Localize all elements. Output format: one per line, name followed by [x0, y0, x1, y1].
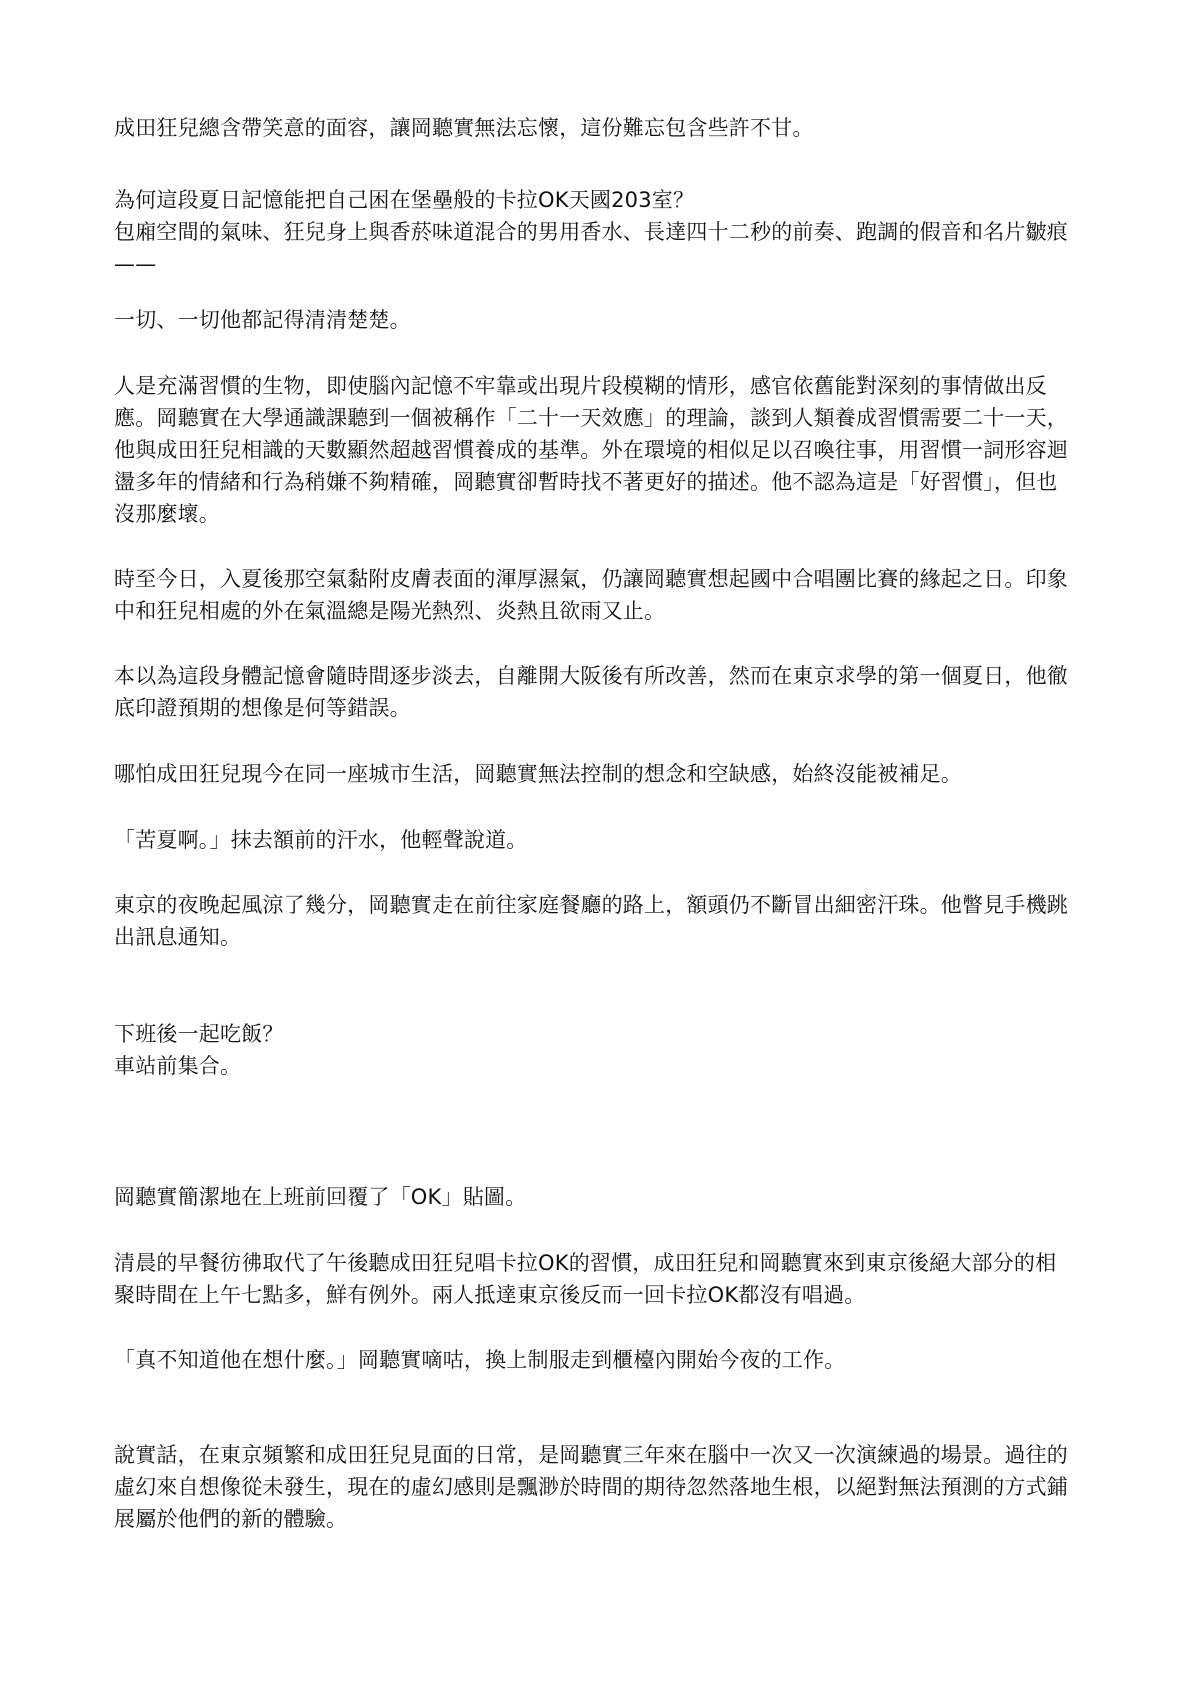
paragraph-12: 「真不知道他在想什麼。」岡聽實嘀咕，換上制服走到櫃檯內開始今夜的工作。: [114, 1348, 846, 1372]
paragraph-9: 東京的夜晚起風涼了幾分，岡聽實走在前往家庭餐廳的路上，額頭仍不斷冒出細密汗珠。他瞥見手機跳出訊息通知。: [114, 893, 1068, 949]
paragraph-3: 一切、一切他都記得清清楚楚。: [114, 308, 411, 332]
paragraph-2: 為何這段夏日記憶能把自己困在堡壘般的卡拉OK天國203室？ 包廂空間的氣味、狂兒身上與香菸味道混合的男用香水、長達四十二秒的前奏、跑調的假音和名片皺痕——: [114, 188, 1068, 276]
paragraph-13: 說實話，在東京頻繁和成田狂兒見面的日常，是岡聽實三年來在腦中一次又一次演練過的場景。過往的虛幻來自想像從未發生，現在的虛幻感則是飄渺於時間的期待忽然落地生根，以絕對無法預測的方式鋪展屬於他們的新的體驗。: [114, 1443, 1068, 1531]
paragraph-6: 本以為這段身體記憶會隨時間逐步淡去，自離開大阪後有所改善，然而在東京求學的第一個夏日，他徹底印證預期的想像是何等錯誤。: [114, 664, 1068, 720]
paragraph-8: 「苦夏啊。」抹去額前的汗水，他輕聲說道。: [114, 828, 528, 852]
paragraph-7: 哪怕成田狂兒現今在同一座城市生活，岡聽實無法控制的想念和空缺感，始終沒能被補足。: [114, 762, 962, 786]
chat-message: 下班後一起吃飯？ 車站前集合。: [114, 1022, 284, 1078]
paragraph-10: 岡聽實簡潔地在上班前回覆了「OK」貼圖。: [114, 1185, 527, 1209]
paragraph-5: 時至今日，入夏後那空氣黏附皮膚表面的渾厚濕氣，仍讓岡聽實想起國中合唱團比賽的緣起之日。印象中和狂兒相處的外在氣溫總是陽光熱烈、炎熱且欲雨又止。: [114, 567, 1068, 623]
paragraph-1: 成田狂兒總含帶笑意的面容，讓岡聽實無法忘懷，這份難忘包含些許不甘。: [114, 116, 814, 140]
paragraph-4: 人是充滿習慣的生物，即使腦內記憶不牢靠或出現片段模糊的情形，感官依舊能對深刻的事情做出反應。岡聽實在大學通識課聽到一個被稱作「二十一天效應」的理論，談到人類養成習慣需要二十一天，他與成田狂兒相識的天數顯然超越習慣養成的基準。外在環境的相似足以召喚往事，用習慣一詞形容迴盪多年的情緒和行為稍嫌不夠精確，岡聽實卻暫時找不著更好的描述。他不認為這是「好習慣」，但也沒那麼壞。: [114, 374, 1068, 526]
paragraph-11: 清晨的早餐彷彿取代了午後聽成田狂兒唱卡拉OK的習慣，成田狂兒和岡聽實來到東京後絕大部分的相聚時間在上午七點多，鮮有例外。兩人抵達東京後反而一回卡拉OK都沒有唱過。: [114, 1251, 1057, 1307]
